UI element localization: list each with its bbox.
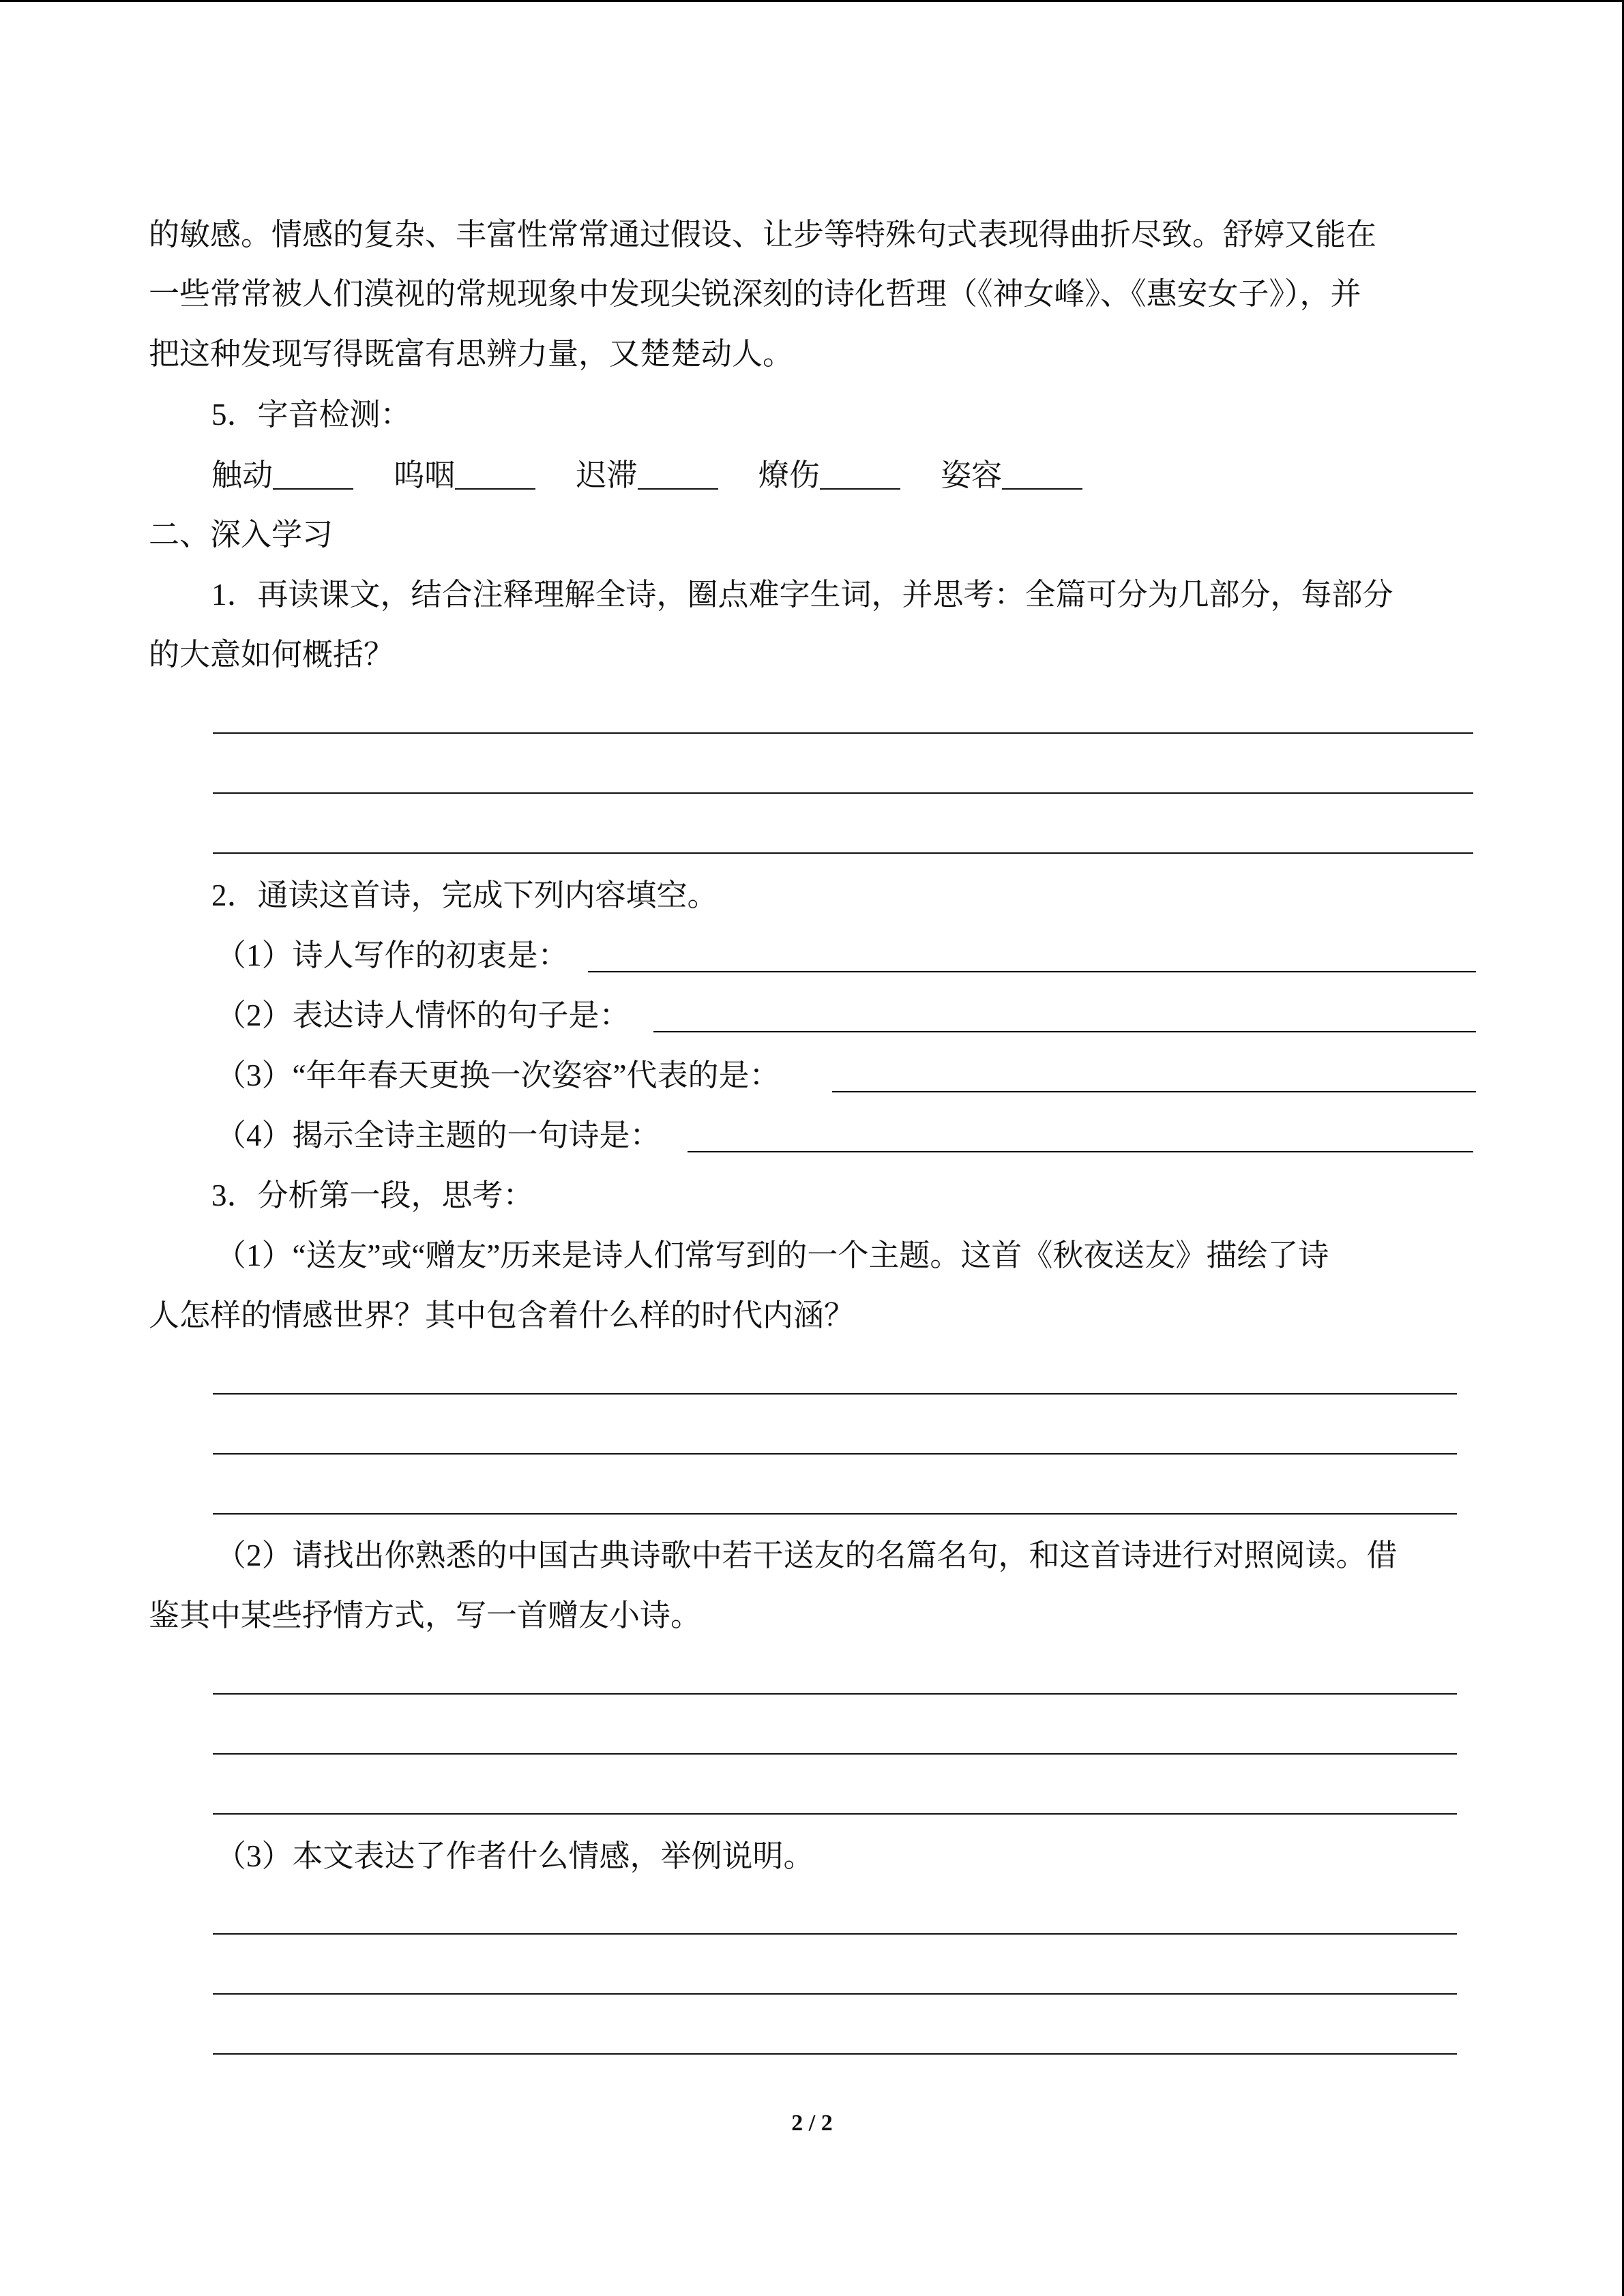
fill-line[interactable]: [688, 1151, 1473, 1152]
s2q3-label: 3．分析第一段，思考：: [211, 1178, 534, 1212]
s2q1-line-1: 1．再读课文，结合注释理解全诗，圈点难字生词，并思考：全篇可分为几部分，每部分: [211, 578, 1393, 612]
answer-line[interactable]: [213, 1993, 1457, 1995]
s2q3-sub2-line-2: 鉴其中某些抒情方式，写一首赠友小诗。: [149, 1598, 702, 1632]
section-title: 二、深入学习: [149, 518, 334, 552]
answer-line[interactable]: [213, 732, 1473, 734]
s2q2-label: 2．通读这首诗，完成下列内容填空。: [211, 878, 718, 912]
s2q2-item-2: （2）表达诗人情怀的句子是：: [216, 998, 630, 1032]
s2q3-sub3: （3）本文表达了作者什么情感，举例说明。: [216, 1839, 814, 1873]
q5-answer-blank[interactable]: [638, 461, 718, 490]
s2q3-sub2-line-1: （2）请找出你熟悉的中国古典诗歌中若干送友的名篇名句，和这首诗进行对照阅读。借: [216, 1538, 1398, 1572]
s2q3-sub1-line-1: （1）“送友”或“赠友”历来是诗人们常写到的一个主题。这首《秋夜送友》描绘了诗: [216, 1238, 1329, 1272]
q5-answer-blank[interactable]: [820, 461, 900, 490]
q5-word: 燎伤: [758, 458, 820, 492]
fill-line[interactable]: [832, 1091, 1476, 1092]
q5-word: 迟滞: [576, 458, 638, 492]
answer-line[interactable]: [213, 1693, 1457, 1695]
q5-pinyin-row: [211, 460, 1115, 491]
q5-word: 触动: [211, 458, 274, 492]
fill-line[interactable]: [588, 971, 1476, 972]
answer-line[interactable]: [213, 1393, 1457, 1395]
q5-answer-blank[interactable]: [273, 461, 353, 490]
q5-answer-blank[interactable]: [1002, 461, 1082, 490]
page-border-top: [0, 0, 1624, 2]
intro-line-2: 一些常常被人们漠视的常规现象中发现尖锐深刻的诗化哲理（《神女峰》、《惠安女子》），并: [149, 277, 1361, 311]
answer-line[interactable]: [213, 1813, 1457, 1815]
s2q2-item-1: （1）诗人写作的初衷是：: [216, 938, 569, 972]
answer-line[interactable]: [213, 1933, 1457, 1935]
answer-line[interactable]: [213, 852, 1473, 854]
s2q2-item-4: （4）揭示全诗主题的一句诗是：: [216, 1118, 661, 1152]
q5-word: 呜咽: [394, 458, 456, 492]
answer-line[interactable]: [213, 1453, 1457, 1455]
answer-line[interactable]: [213, 1513, 1457, 1515]
intro-line-1: 的敏感。情感的复杂、丰富性常常通过假设、让步等特殊句式表现得曲折尽致。舒婷又能在: [149, 218, 1377, 252]
q5-word: 姿容: [941, 458, 1003, 492]
answer-line[interactable]: [213, 1753, 1457, 1755]
fill-line[interactable]: [653, 1031, 1476, 1032]
s2q3-sub1-line-2: 人怎样的情感世界？其中包含着什么样的时代内涵？: [149, 1298, 855, 1332]
answer-line[interactable]: [213, 2053, 1457, 2055]
answer-line[interactable]: [213, 792, 1473, 794]
s2q1-line-2: 的大意如何概括？: [149, 638, 395, 672]
q5-label: 5．字音检测：: [211, 398, 411, 432]
s2q2-item-3: （3）“年年春天更换一次姿容”代表的是：: [216, 1058, 780, 1092]
q5-answer-blank[interactable]: [455, 461, 535, 490]
page-number: 2 / 2: [791, 2111, 833, 2136]
intro-line-3: 把这种发现写得既富有思辨力量，又楚楚动人。: [149, 337, 794, 371]
